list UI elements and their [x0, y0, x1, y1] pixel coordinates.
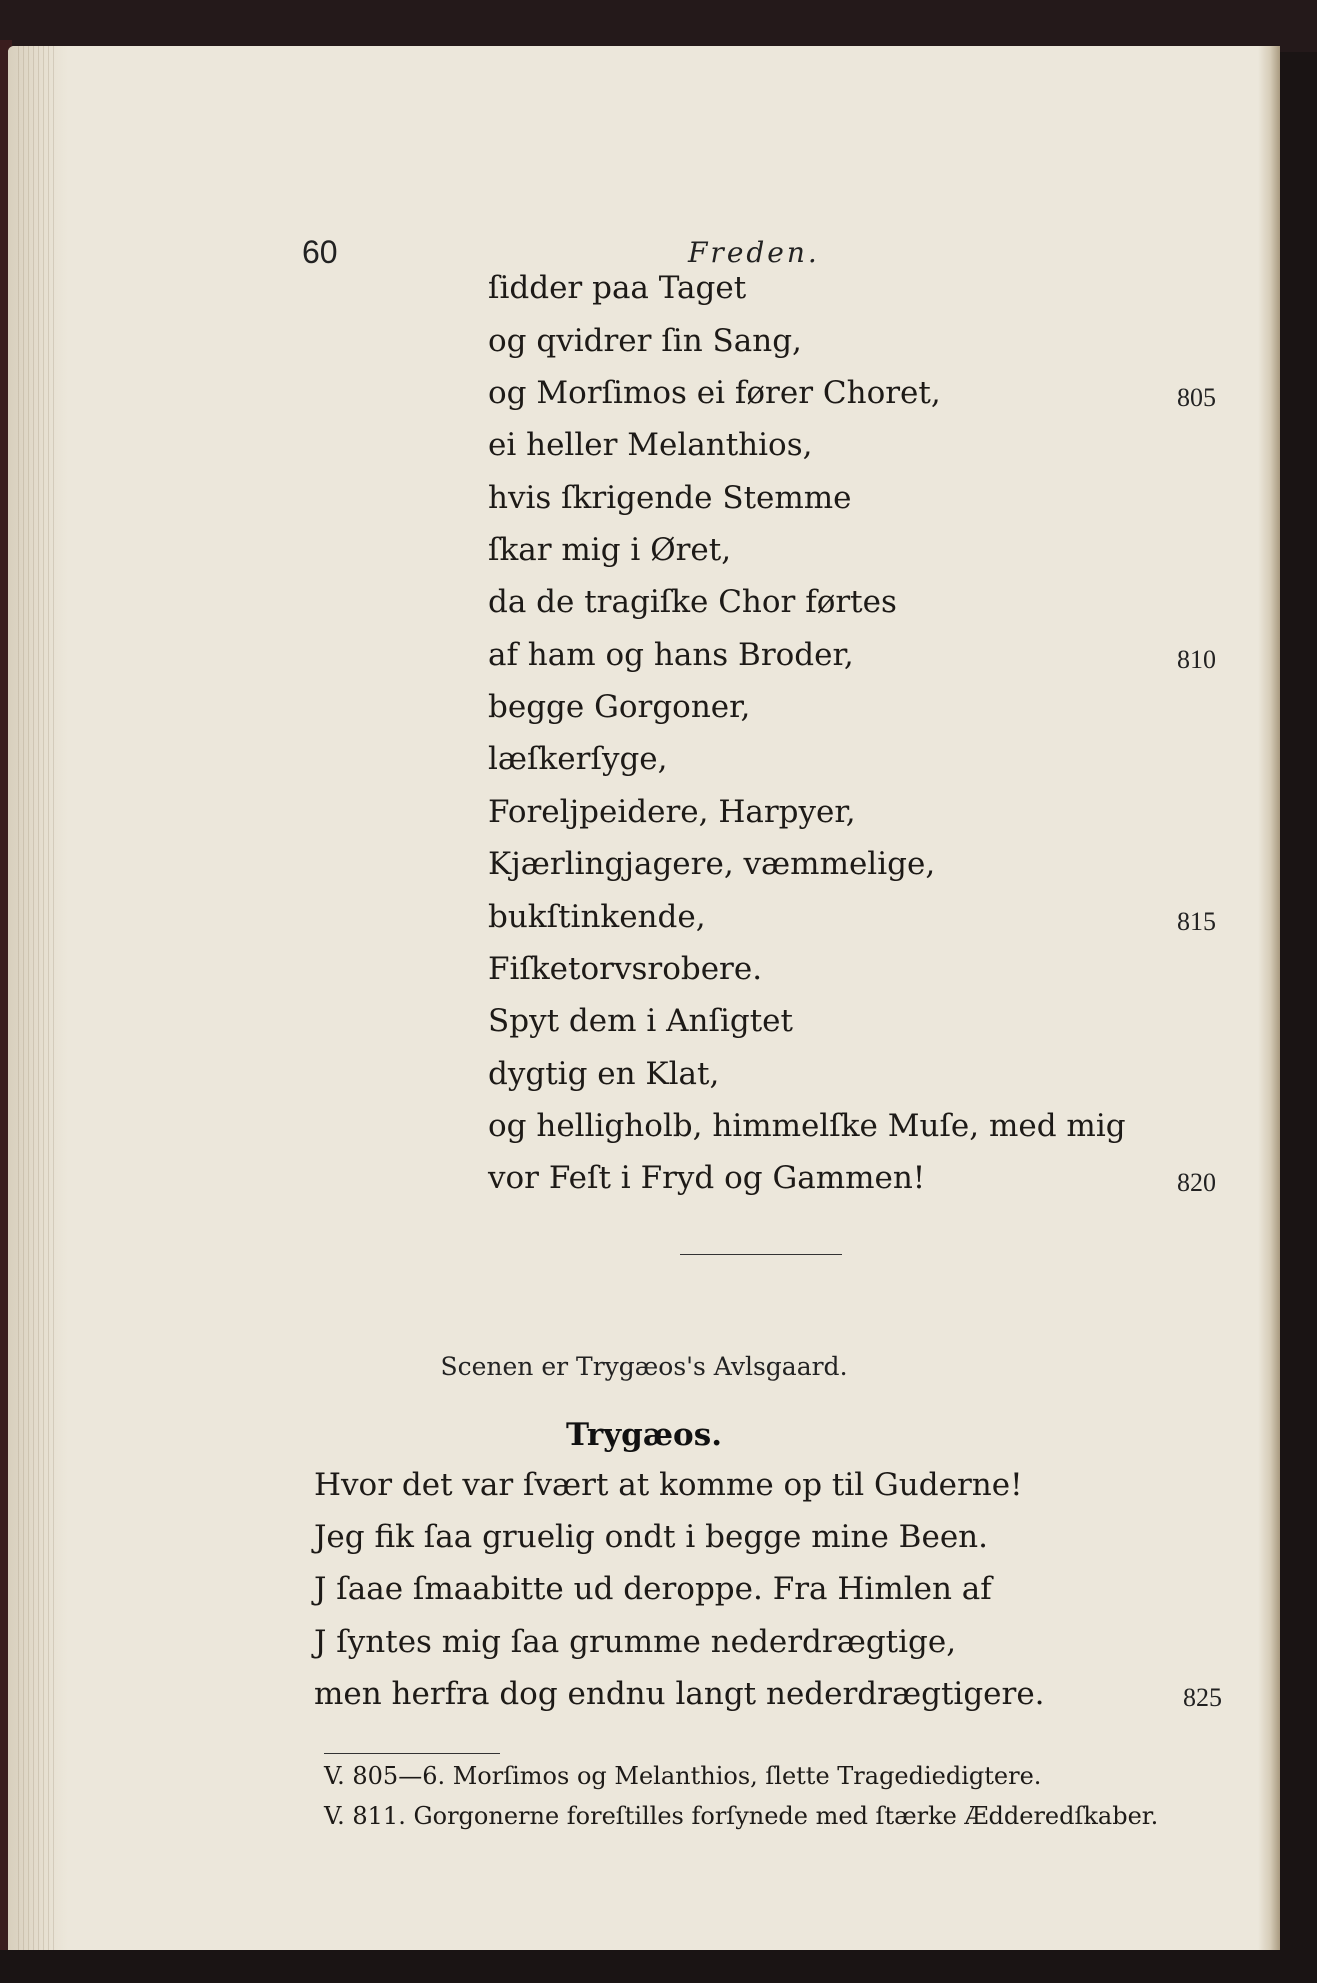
- verse-line: Foreljpeidere, Harpyer,: [488, 794, 856, 830]
- verse-line: dygtig en Klat,: [488, 1056, 720, 1092]
- verse-line: og Morſimos ei fører Choret,: [488, 375, 941, 411]
- footnote-rule: [324, 1753, 500, 1754]
- verse-line: og qvidrer ſin Sang,: [488, 323, 802, 359]
- section-divider: [680, 1254, 842, 1255]
- verse-line: vor Feſt i Fryd og Gammen!: [488, 1160, 926, 1196]
- verse-line: ei heller Melanthios,: [488, 427, 813, 463]
- verse-line: af ham og hans Broder,: [488, 637, 854, 673]
- speech-line: Hvor det var ſvært at komme op til Guderne!: [314, 1467, 1023, 1503]
- speech-line: men herfra dog endnu langt nederdrægtigere.: [314, 1676, 1045, 1712]
- dark-background-top: [0, 0, 1317, 52]
- speech-line: Jeg fik ſaa gruelig ondt i begge mine Been.: [314, 1519, 988, 1555]
- speech-line: J ſyntes mig ſaa grumme nederdrægtige,: [314, 1624, 957, 1660]
- dark-background-bottom: [0, 1950, 1317, 1983]
- scene-direction: Scenen er Trygæos's Avlsgaard.: [440, 1352, 848, 1381]
- line-number: 815: [1177, 907, 1216, 936]
- verse-line: Fiſketorvsrobere.: [488, 951, 763, 987]
- running-title: Freden.: [688, 236, 820, 269]
- verse-line: læſkerſyge,: [488, 741, 668, 777]
- speech-line: J ſaae ſmaabitte ud deroppe. Fra Himlen af: [314, 1571, 992, 1607]
- page-fore-edge: [1258, 46, 1280, 1983]
- line-number: 805: [1177, 383, 1216, 412]
- footnote: V. 805—6. Morſimos og Melanthios, ſlette Tragediedigtere.: [324, 1762, 1042, 1790]
- line-number: 820: [1177, 1168, 1216, 1197]
- footnote: V. 811. Gorgonerne foreſtilles forſynede med ſtærke Ædderedſkaber.: [324, 1802, 1159, 1830]
- verse-line: da de tragiſke Chor førtes: [488, 584, 897, 620]
- verse-line: Spyt dem i Anſigtet: [488, 1003, 793, 1039]
- book-page: [8, 46, 1280, 1983]
- speaker-name: Trygæos.: [566, 1417, 722, 1453]
- verse-line: og helligholb, himmelſke Muſe, med mig: [488, 1108, 1126, 1144]
- verse-line: bukſtinkende,: [488, 899, 706, 935]
- verse-line: begge Gorgoner,: [488, 689, 751, 725]
- verse-line: Kjærlingjagere, væmmelige,: [488, 846, 936, 882]
- line-number: 825: [1183, 1683, 1222, 1712]
- verse-line: ſkar mig i Øret,: [488, 532, 732, 568]
- line-number: 810: [1177, 645, 1216, 674]
- verse-line: hvis ſkrigende Stemme: [488, 480, 852, 516]
- verse-line: ſidder paa Taget: [488, 270, 747, 306]
- page-number: 60: [302, 234, 338, 270]
- page-gutter: [8, 46, 68, 1983]
